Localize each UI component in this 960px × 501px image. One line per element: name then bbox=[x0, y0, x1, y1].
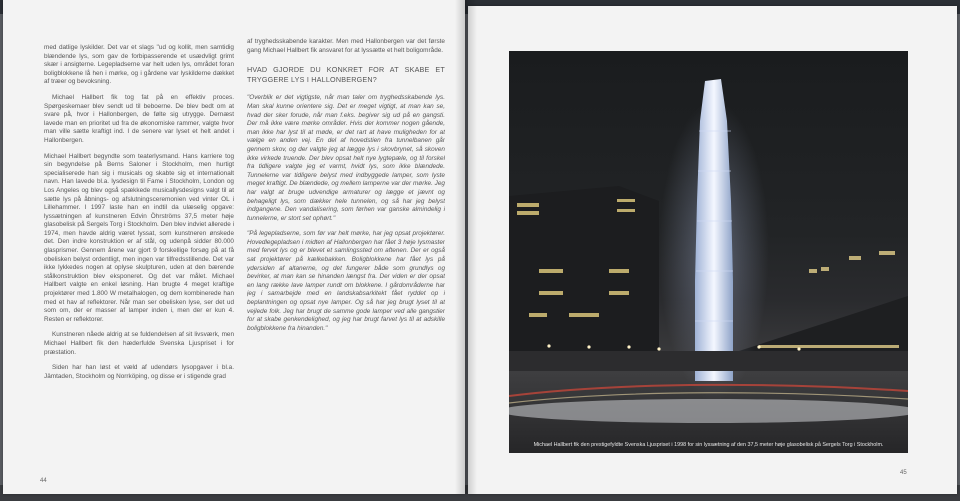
paragraph: Siden har han løst et væld af udendørs lysopgaver i bl.a. Jämtaden, Stockholm og Norrköping, og disse er i stigende grad bbox=[44, 364, 234, 380]
paragraph: Kunstneren nåede aldrig at se fuldendelsen af sit livsværk, men Michael Hallbert fik den hæderfulde Svenska Ljuspriset i for præstation. bbox=[44, 331, 234, 356]
quote-paragraph: "På legepladserne, som før var helt mørke, har jeg opsat projektører. Hovedlegepladsen i midten af Hallonbergen har fået 3 høje lysmaster med fervet lys og er blevet et samlingssted om aftenen. Der er også sat projektører på kælkebakken. Boligblokkene har fået lys på ydersiden af altanerne, og det fungerer både som grundlys og bevirker, at man kan se hinanden længst fra. Der viden er der opsat en lang række lave lamper rundt om blokkene. I gårdområderne har jeg i samarbejde med en landskabsarkitekt fået ryddet op i beplantningen og opsat nye lamper. Og så har jeg brugt lyset til at vejlede folk. Jeg har brugt de samme gode lamper ved alle gangstier for at skabe genkendelighed, og jeg har brugt farvet lys til at adskille boligblokkene fra hinanden." bbox=[247, 230, 445, 332]
paragraph: med datlige lyskilder. Det var et slags ''ud og kollit, men samtidig blændende lys, som gav de forbipasserende et usædvligt grimt skær i ansigterne. Legepladserne var helt uden lys, området foran boligblokkene lå hen i mørke, og i gårdene var lyskilderne dækket af træer og bevoksning. bbox=[44, 44, 234, 86]
plaza-level bbox=[509, 351, 908, 371]
section-heading: HVAD GJORDE DU KONKRET FOR AT SKABE ET TRYGGERE LYS I HALLONBERGEN? bbox=[247, 65, 445, 84]
fountain-rim bbox=[509, 399, 908, 423]
building-left bbox=[509, 186, 659, 351]
photo-caption: Michael Hallbert fik den prestigefyldte Svenska Ljuspriset i 1998 for sin lyssætning af den 37,5 meter høje glasobelisk på Sergels Torg i Stockholm. bbox=[533, 442, 884, 448]
obelisk-photo bbox=[509, 51, 908, 453]
book-gutter bbox=[455, 0, 477, 494]
quote-paragraph: "Overblik er det vigtigste, når man taler om tryghedsskabende lys. Man skal kunne orientere sig. Det er meget vigtigt, at man kan se, hvad der sker forude, når man f.eks. begiver sig ud på en gangsti. Der må ikke være mørke områder. Hvis der kommer nogen gående, man ikke har lyst til at møde, er det rart at have muligheden for at vælge en anden vej. En del af hovedstien fra tunnelbanen går gennem skov, og der valgte jeg at lægge lys i skovbrynet, så skoven ikke virkede truende. Der blev opsat helt nye lygtepæle, og til forskel fra tidligere valgte jeg et varmt, hvidt lys, som ikke blændede. Tunnelerne var tidligere belyst med indbyggede lamper, som lyste meget kraftigt. De blændede, og mellem lamperne var der mørke. Jeg har valgt at bruge udvendige armaturer og lægge et jævnt og behageligt lys, som dækker hele tunnelen, og så har jeg belyst indgangene. Den vandalisering, som førhen var ganske almindelig i tunnelerne, er stort set ophørt." bbox=[247, 94, 445, 222]
paragraph: Michael Hallbert fik tog fat på en effektiv proces. Spørgeskemaer blev sendt ud til beboerne. De blev bedt om at svare på, hvor i Hallonbergen, de følte sig utrygge. Dernæst lavede man en prioritet ud fra de økonomiske rammer, valgte hvor man ville sætte kraftigt ind. I de senere var lyset et helt andet i Hallonbergen. bbox=[44, 93, 234, 144]
page-number-left: 44 bbox=[40, 478, 47, 484]
photo-illustration bbox=[509, 51, 908, 453]
left-column-text bbox=[44, 44, 234, 464]
right-column-text bbox=[247, 38, 445, 452]
paragraph: Michael Hallbert begyndte som teaterlysmand. Hans karriere tog sin begyndelse på Berns Saloner i Stockholm, men hurtigt specialiserede han sig i musicals og skabte sig et internationalt navn. Han lavede bl.a. lysdesign til Fame i Stockholm, London og Los Angeles og blev også spækkede musicallysdesigns valgt til at sætte lys på åbnings- og afslutningsceremonien ved vinter OL i Lillehammer. I 1997 laste han en indtil da ulæselig opgave: lyssætningen af kunstneren Edvin Öhrströms 37,5 meter høje glasobelisk på Sergels Torg i Stockholm. Den blev indviet allerede i 1974, men havde aldrig været lyssat, som kunstneren ønskede det. Den indre konstruktion er af stål, og udenpå sidder 80.000 glasprismer. Gennem årene var gjort 9 forskellige forsøg på at få obelisken belyst ordentligt, men ingen var tilfredsstillende. Det var ikke lykkedes nogen at oplyse skulpturen, uden at den bærende stålkonstruktion blev eksponeret. Og det var målet. Michael Hallbert valgte en enkel løsning. Han brugte 4 meget kraftige projektører med 1.800 W metalhalogen, og dem kombinerede han med et hav af reflektorer. Når man ser obelisken lyse, ser det ud som om, der er masser af lamper inden i, men der er kun 4. Resten er reflektorer. bbox=[44, 152, 234, 323]
page-number-right: 45 bbox=[900, 470, 907, 476]
paragraph: af tryghedsskabende karakter. Men med Hallonbergen var det første gang Michael Hallbert fik ansvaret for at lyssætte et helt boligområde. bbox=[247, 38, 445, 54]
